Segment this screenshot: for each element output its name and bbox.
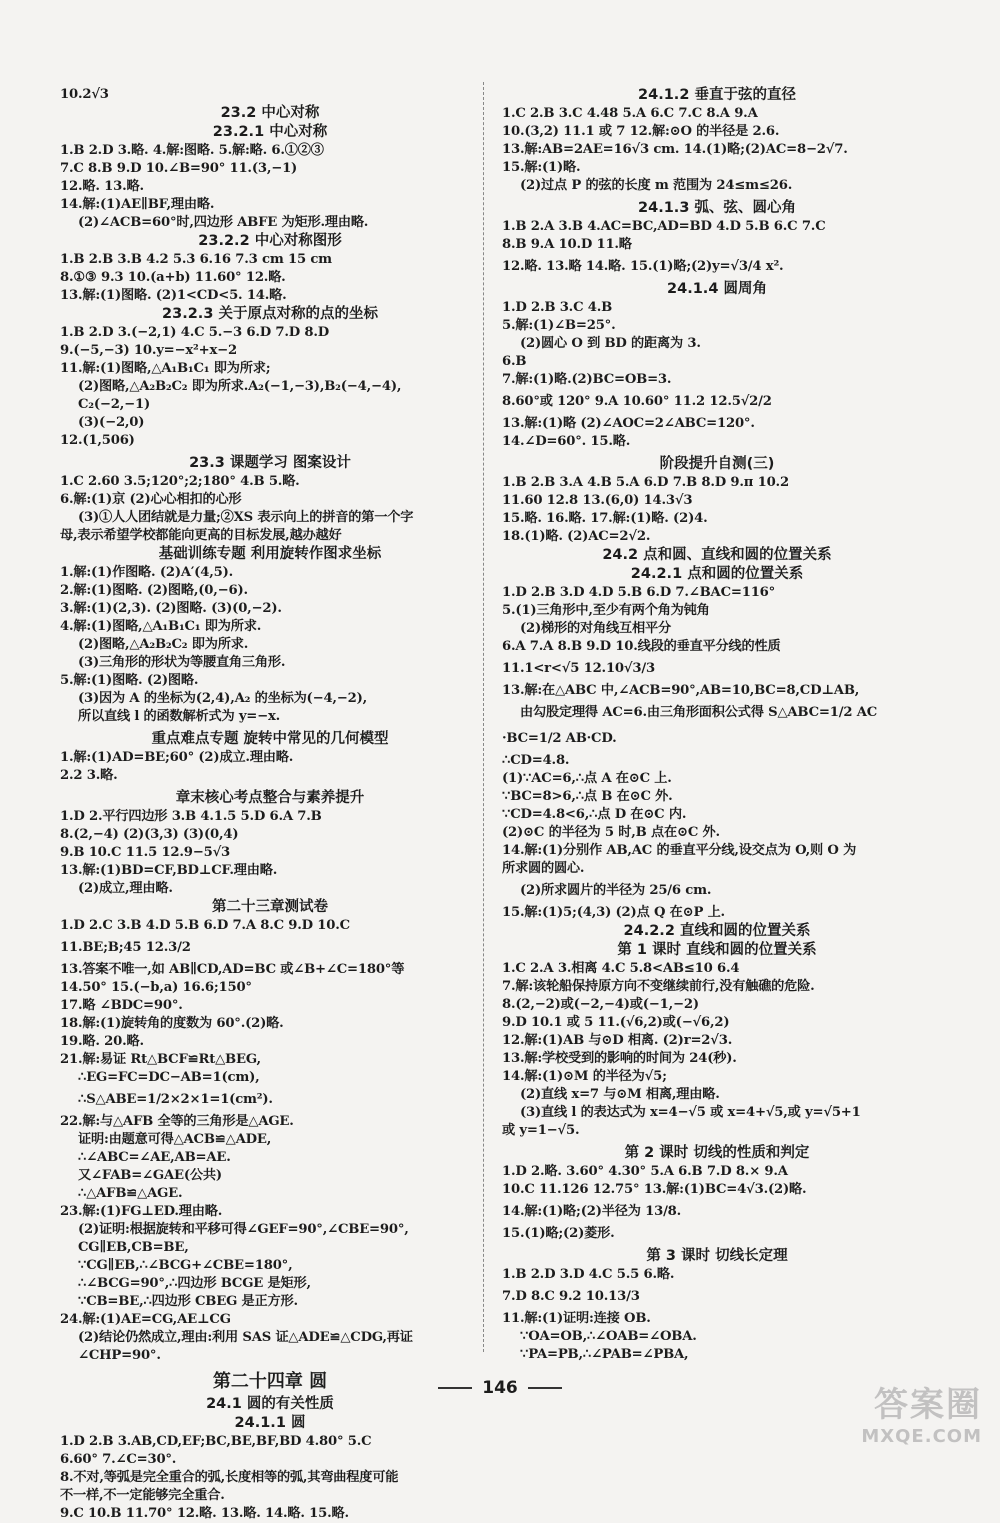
- section-heading: 24.2.2 直线和圆的位置关系: [623, 923, 811, 939]
- answer-line: (2)过点 P 的弦的长度 m 范围为 24≤m≤26.: [520, 178, 793, 193]
- answer-line: 14.解:(1)分别作 AB,AC 的垂直平分线,设交点为 O,则 O 为: [502, 843, 857, 858]
- footer-dash-right: [528, 1387, 562, 1389]
- answer-line: 15.略. 16.略. 17.解:(1)略. (2)4.: [502, 511, 708, 526]
- answer-line: ∠CHP=90°.: [78, 1348, 161, 1363]
- section-heading: 第 2 课时 切线的性质和判定: [624, 1145, 810, 1161]
- watermark-cn: 答案圈: [874, 1385, 982, 1425]
- answer-line: 8.①③ 9.3 10.(a+b) 11.60° 12.略.: [60, 270, 286, 285]
- watermark-en: MXQE.COM: [861, 1426, 982, 1447]
- section-heading: 重点难点专题 旋转中常见的几何模型: [151, 731, 389, 747]
- answer-line: (2)证明:根据旋转和平移可得∠GEF=90°,∠CBE=90°,: [78, 1222, 409, 1237]
- answer-line: 12.略. 13.略.: [60, 179, 144, 194]
- answer-line: 9.D 10.1 或 5 11.(√6,2)或(−√6,2): [502, 1015, 730, 1030]
- watermark-logo: [782, 1377, 982, 1457]
- answer-line: (2)所求圆片的半径为 25/6 cm.: [520, 883, 712, 898]
- answer-line: 1.C 2.B 3.C 4.48 5.A 6.C 7.C 8.A 9.A: [502, 106, 758, 121]
- answer-line: 6.B: [502, 354, 527, 369]
- answer-line: 5.解:(1)图略. (2)图略.: [60, 673, 199, 688]
- answer-line: 1.C 2.60 3.5;120°;2;180° 4.B 5.略.: [60, 474, 300, 489]
- answer-line: 或 y=1−√5.: [502, 1123, 580, 1138]
- answer-line: 7.C 8.B 9.D 10.∠B=90° 11.(3,−1): [60, 161, 298, 176]
- answer-line: ∵CB=BE,∴四边形 CBEG 是正方形.: [78, 1294, 298, 1309]
- section-heading: 第 1 课时 直线和圆的位置关系: [617, 942, 817, 958]
- answer-line: 15.解:(1)略.: [502, 160, 581, 175]
- answer-line: (3)①人人团结就是力量;②XS 表示向上的拼音的第一个字: [78, 510, 414, 525]
- answer-line: (2)∠ACB=60°时,四边形 ABFE 为矩形.理由略.: [78, 215, 369, 230]
- answer-line: 17.略 ∠BDC=90°.: [60, 998, 183, 1013]
- left-column: [60, 86, 480, 1523]
- chapter-heading: 第二十四章 圆: [212, 1371, 328, 1392]
- answer-line: ·BC=1/2 AB·CD.: [502, 731, 617, 746]
- answer-line: (2)⊙C 的半径为 5 时,B 点在⊙C 外.: [502, 825, 720, 840]
- answer-line: 7.解:(1)略.(2)BC=OB=3.: [502, 372, 672, 387]
- answer-line: 1.B 2.D 3.D 4.C 5.5 6.略.: [502, 1267, 675, 1282]
- answer-line: 13.解:(1)BD=CF,BD⊥CF.理由略.: [60, 863, 278, 878]
- answer-line: 8.B 9.A 10.D 11.略: [502, 237, 632, 252]
- section-heading: 24.2 点和圆、直线和圆的位置关系: [602, 547, 832, 563]
- answer-line: 22.解:与△AFB 全等的三角形是△AGE.: [60, 1114, 294, 1129]
- answer-line: 15.解:(1)5;(4,3) (2)点 Q 在⊙P 上.: [502, 905, 725, 920]
- answer-line: 由勾股定理得 AC=6.由三角形面积公式得 S△ABC=1/2 AC: [520, 705, 878, 720]
- answer-line: 13.解:在△ABC 中,∠ACB=90°,AB=10,BC=8,CD⊥AB,: [502, 683, 860, 698]
- answer-line: 所以直线 l 的函数解析式为 y=−x.: [78, 709, 281, 724]
- answer-line: 13.解:(1)略 (2)∠AOC=2∠ABC=120°.: [502, 416, 755, 431]
- answer-line: 13.解:学校受到的影响的时间为 24(秒).: [502, 1051, 737, 1066]
- answer-line: 6.解:(1)京 (2)心心相扣的心形: [60, 492, 242, 507]
- answer-line: 12.略. 13.略 14.略. 15.(1)略;(2)y=√3/4 x².: [502, 259, 784, 274]
- answer-line: ∵BC=8>6,∴点 B 在⊙C 外.: [502, 789, 673, 804]
- answer-line: ∵CD=4.8<6,∴点 D 在⊙C 内.: [502, 807, 687, 822]
- section-heading: 24.1.3 弧、弦、圆心角: [638, 200, 796, 216]
- answer-line: 1.B 2.B 3.B 4.2 5.3 6.16 7.3 cm 15 cm: [60, 252, 332, 267]
- answer-line: (2)直线 x=7 与⊙M 相离,理由略.: [520, 1087, 720, 1102]
- answer-line: 1.B 2.A 3.B 4.AC=BC,AD=BD 4.D 5.B 6.C 7.C: [502, 219, 826, 234]
- answer-line: 又∠FAB=∠GAE(公共): [78, 1168, 222, 1183]
- answer-line: (1)∵AC=6,∴点 A 在⊙C 上.: [502, 771, 672, 786]
- answer-line: 10.(3,2) 11.1 或 7 12.解:⊙O 的半径是 2.6.: [502, 124, 780, 139]
- answer-line: 14.解:(1)⊙M 的半径为√5;: [502, 1069, 667, 1084]
- answer-line: 1.B 2.D 3.略. 4.解:图略. 5.解:略. 6.①②③: [60, 143, 324, 158]
- answer-line: (2)圆心 O 到 BD 的距离为 3.: [520, 336, 701, 351]
- answer-line: 13.解:(1)图略. (2)1<CD<5. 14.略.: [60, 288, 287, 303]
- answer-line: ∴EG=FC=DC−AB=1(cm),: [78, 1070, 260, 1085]
- answer-line: 14.解:(1)略;(2)半径为 13/8.: [502, 1204, 682, 1219]
- answer-line: 7.解:该轮船保持原方向不变继续前行,没有触礁的危险.: [502, 979, 815, 994]
- answer-line: 2.解:(1)图略. (2)图略,(0,−6).: [60, 583, 248, 598]
- section-heading: 第二十三章测试卷: [212, 899, 328, 915]
- section-heading: 23.2 中心对称: [220, 105, 320, 121]
- section-heading: 23.3 课题学习 图案设计: [189, 455, 351, 471]
- answer-line: 所求圆的圆心.: [502, 861, 585, 876]
- answer-line: CG∥EB,CB=BE,: [78, 1240, 189, 1255]
- answer-line: 11.解:(1)证明:连接 OB.: [502, 1311, 651, 1326]
- answer-line: 11.BE;B;45 12.3/2: [60, 940, 191, 955]
- section-heading: 24.1.1 圆: [234, 1415, 306, 1431]
- answer-line: 18.解:(1)旋转角的度数为 60°.(2)略.: [60, 1016, 284, 1031]
- section-heading: 23.2.2 中心对称图形: [198, 233, 342, 249]
- answer-line: 21.解:易证 Rt△BCF≌Rt△BEG,: [60, 1052, 261, 1067]
- answer-line: 1.D 2.B 3.AB,CD,EF;BC,BE,BF,BD 4.80° 5.C: [60, 1434, 372, 1449]
- answer-line: 1.D 2.B 3.D 4.D 5.B 6.D 7.∠BAC=116°: [502, 585, 776, 600]
- answer-line: 6.60° 7.∠C=30°.: [60, 1452, 177, 1467]
- answer-line: 12.(1,506): [60, 433, 135, 448]
- section-heading: 23.2.3 关于原点对称的点的坐标: [162, 306, 378, 322]
- answer-line: ∵OA=OB,∴∠OAB=∠OBA.: [520, 1329, 697, 1344]
- section-heading: 24.2.1 点和圆的位置关系: [630, 566, 804, 582]
- answer-line: ∴∠BCG=90°,∴四边形 BCGE 是矩形,: [78, 1276, 311, 1291]
- page-number: 146: [482, 1378, 518, 1398]
- answer-line: 14.解:(1)AE∥BF,理由略.: [60, 197, 215, 212]
- answer-line: (3)(−2,0): [78, 415, 145, 430]
- section-heading: 24.1.2 垂直于弦的直径: [638, 87, 796, 103]
- answer-line: 18.(1)略. (2)AC=2√2.: [502, 529, 651, 544]
- answer-line: 12.解:(1)AB 与⊙D 相离. (2)r=2√3.: [502, 1033, 733, 1048]
- answer-line: 9.C 10.B 11.70° 12.略. 13.略. 14.略. 15.略.: [60, 1506, 349, 1521]
- answer-line: 14.∠D=60°. 15.略.: [502, 434, 631, 449]
- answer-line: (2)图略,△A₂B₂C₂ 即为所求.: [78, 637, 249, 652]
- answer-line: ∵CG∥EB,∴∠BCG+∠CBE=180°,: [78, 1258, 293, 1273]
- answer-line: ∴△AFB≌△AGE.: [78, 1186, 183, 1201]
- answer-line: 1.B 2.B 3.A 4.B 5.A 6.D 7.B 8.D 9.π 10.2: [502, 475, 789, 490]
- answer-line: 3.解:(1)(2,3). (2)图略. (3)(0,−2).: [60, 601, 282, 616]
- answer-line: 24.解:(1)AE=CG,AE⊥CG: [60, 1312, 231, 1327]
- answer-line: 10.2√3: [60, 87, 109, 102]
- answer-line: ∵PA=PB,∴∠PAB=∠PBA,: [520, 1347, 689, 1362]
- answer-line: 1.D 2.平行四边形 3.B 4.1.5 5.D 6.A 7.B: [60, 809, 322, 824]
- answer-line: ∴∠ABC=∠AE,AB=AE.: [78, 1150, 231, 1165]
- answer-line: 14.50° 15.(−b,a) 16.6;150°: [60, 980, 252, 995]
- answer-line: 23.解:(1)FG⊥ED.理由略.: [60, 1204, 223, 1219]
- answer-line: 5.(1)三角形中,至少有两个角为钝角: [502, 603, 710, 618]
- section-heading: 24.1.4 圆周角: [667, 281, 767, 297]
- answer-line: 母,表示希望学校都能向更高的目标发展,越办越好: [60, 528, 342, 543]
- answer-line: 1.C 2.A 3.相离 4.C 5.8<AB≤10 6.4: [502, 961, 740, 976]
- answer-line: (3)因为 A 的坐标为(2,4),A₂ 的坐标为(−4,−2),: [78, 691, 368, 706]
- answer-line: 19.略. 20.略.: [60, 1034, 144, 1049]
- answer-line: 6.A 7.A 8.B 9.D 10.线段的垂直平分线的性质: [502, 639, 781, 654]
- answer-line: 2.2 3.略.: [60, 768, 118, 783]
- answer-line: 11.60 12.8 13.(6,0) 14.3√3: [502, 493, 693, 508]
- section-heading: 基础训练专题 利用旋转作图求坐标: [158, 546, 382, 562]
- answer-line: 1.D 2.略. 3.60° 4.30° 5.A 6.B 7.D 8.× 9.A: [502, 1164, 788, 1179]
- section-heading: 23.2.1 中心对称: [212, 124, 328, 140]
- column-divider: [483, 82, 484, 1352]
- answer-line: 13.解:AB=2AE=16√3 cm. 14.(1)略;(2)AC=8−2√7.: [502, 142, 848, 157]
- section-heading: 24.1 圆的有关性质: [206, 1396, 334, 1412]
- section-heading: 第 3 课时 切线长定理: [646, 1248, 788, 1264]
- answer-line: 15.(1)略;(2)菱形.: [502, 1226, 615, 1241]
- answer-line: ∴S△ABE=1/2×2×1=1(cm²).: [78, 1092, 273, 1107]
- answer-line: 1.D 2.B 3.C 4.B: [502, 300, 613, 315]
- answer-line: 证明:由题意可得△ACB≌△ADE,: [78, 1132, 272, 1147]
- answer-line: (3)三角形的形状为等腰直角三角形.: [78, 655, 286, 670]
- answer-line: 10.C 11.126 12.75° 13.解:(1)BC=4√3.(2)略.: [502, 1182, 807, 1197]
- answer-line: 不一样,不一定能够完全重合.: [60, 1488, 225, 1503]
- answer-line: 9.B 10.C 11.5 12.9−5√3: [60, 845, 231, 860]
- answer-line: (2)梯形的对角线互相平分: [520, 621, 671, 636]
- answer-line: 5.解:(1)∠B=25°.: [502, 318, 616, 333]
- footer-dash-left: [438, 1387, 472, 1389]
- answer-line: (2)成立,理由略.: [78, 881, 173, 896]
- answer-line: 13.答案不唯一,如 AB∥CD,AD=BC 或∠B+∠C=180°等: [60, 962, 405, 977]
- answer-line: 1.B 2.D 3.(−2,1) 4.C 5.−3 6.D 7.D 8.D: [60, 325, 329, 340]
- answer-line: 8.(2,−2)或(−2,−4)或(−1,−2): [502, 997, 699, 1012]
- answer-line: ∴CD=4.8.: [502, 753, 570, 768]
- answer-line: (3)直线 l 的表达式为 x=4−√5 或 x=4+√5,或 y=√5+1: [520, 1105, 861, 1120]
- answer-line: (2)图略,△A₂B₂C₂ 即为所求.A₂(−1,−3),B₂(−4,−4),: [78, 379, 402, 394]
- answer-line: C₂(−2,−1): [78, 397, 150, 412]
- answer-line: 7.D 8.C 9.2 10.13/3: [502, 1289, 640, 1304]
- answer-line: 9.(−5,−3) 10.y=−x²+x−2: [60, 343, 237, 358]
- answer-line: 1.解:(1)作图略. (2)A′(4,5).: [60, 565, 233, 580]
- answer-line: 8.60°或 120° 9.A 10.60° 11.2 12.5√2/2: [502, 394, 772, 409]
- section-heading: 章末核心考点整合与素养提升: [175, 790, 365, 806]
- answer-line: (2)结论仍然成立,理由:利用 SAS 证△ADE≌△CDG,再证: [78, 1330, 413, 1345]
- answer-line: 4.解:(1)图略,△A₁B₁C₁ 即为所求.: [60, 619, 262, 634]
- answer-line: 11.1<r<√5 12.10√3/3: [502, 661, 655, 676]
- answer-line: 1.解:(1)AD=BE;60° (2)成立.理由略.: [60, 750, 294, 765]
- right-column: [502, 86, 932, 1364]
- section-heading: 阶段提升自测(三): [659, 456, 775, 472]
- answer-line: 8.不对,等弧是完全重合的弧,长度相等的弧,其弯曲程度可能: [60, 1470, 399, 1485]
- answer-line: 8.(2,−4) (2)(3,3) (3)(0,4): [60, 827, 239, 842]
- answer-line: 11.解:(1)图略,△A₁B₁C₁ 即为所求;: [60, 361, 271, 376]
- answer-line: 1.D 2.C 3.B 4.D 5.B 6.D 7.A 8.C 9.D 10.C: [60, 918, 350, 933]
